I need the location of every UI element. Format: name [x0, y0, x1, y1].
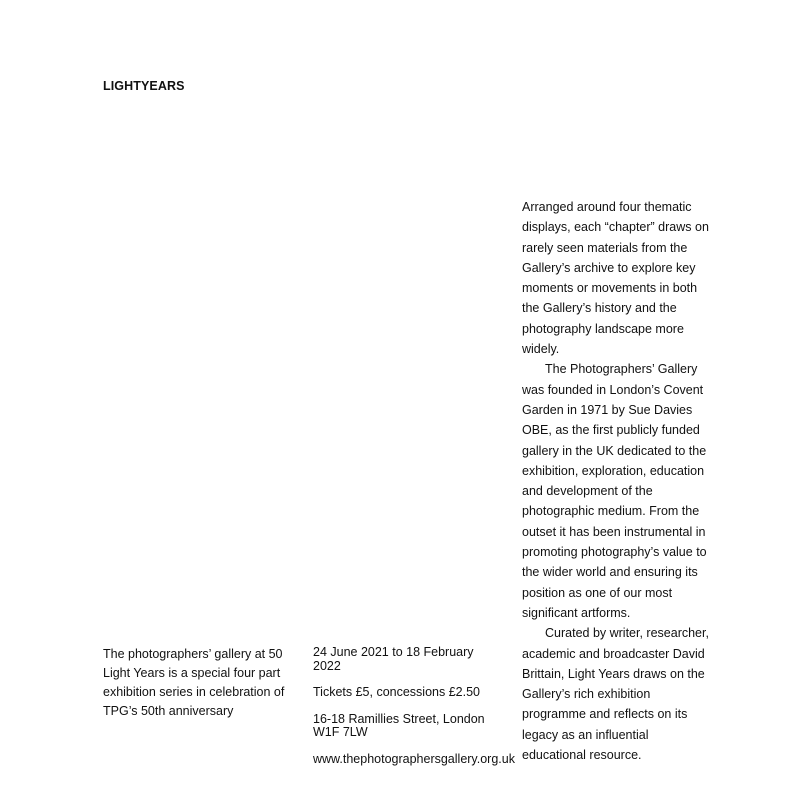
- body-paragraph: Curated by writer, researcher, academic and broadcaster David Brittain, Light Years draws on the Gallery’s rich exhibition programme and reflects on its legacy as an influential educational resource.: [522, 626, 709, 763]
- page-title: LIGHTYEARS: [103, 79, 185, 93]
- exhibition-dates: 24 June 2021 to 18 February 2022: [313, 645, 474, 673]
- ticket-prices: Tickets £5, concessions £2.50: [313, 685, 480, 699]
- intro-column: [103, 645, 293, 721]
- details-column: [313, 645, 515, 779]
- body-column: [522, 197, 712, 765]
- body-paragraph: Arranged around four thematic displays, each “chapter” draws on rarely seen materials from the Gallery’s archive to explore key moments or movements in both the Gallery’s history and the photography landscape more widely.: [522, 200, 709, 357]
- intro-text: The photographers’ gallery at 50 Light Years is a special four part exhibition series in celebration of TPG’s 50th anniversary: [103, 647, 285, 718]
- gallery-address: 16-18 Ramillies Street, London W1F 7LW: [313, 711, 485, 739]
- body-paragraph: The Photographers’ Gallery was founded in London’s Covent Garden in 1971 by Sue Davies OBE, as the first publicly funded gallery in the UK dedicated to the exhibition, exploration, education and development of the photographic medium. From the outset it has been instrumental in promoting photography’s value to the wider world and ensuring its position as one of our most significant artforms.: [522, 362, 707, 620]
- website-link[interactable]: www.thephotographersgallery.org.uk: [313, 751, 515, 766]
